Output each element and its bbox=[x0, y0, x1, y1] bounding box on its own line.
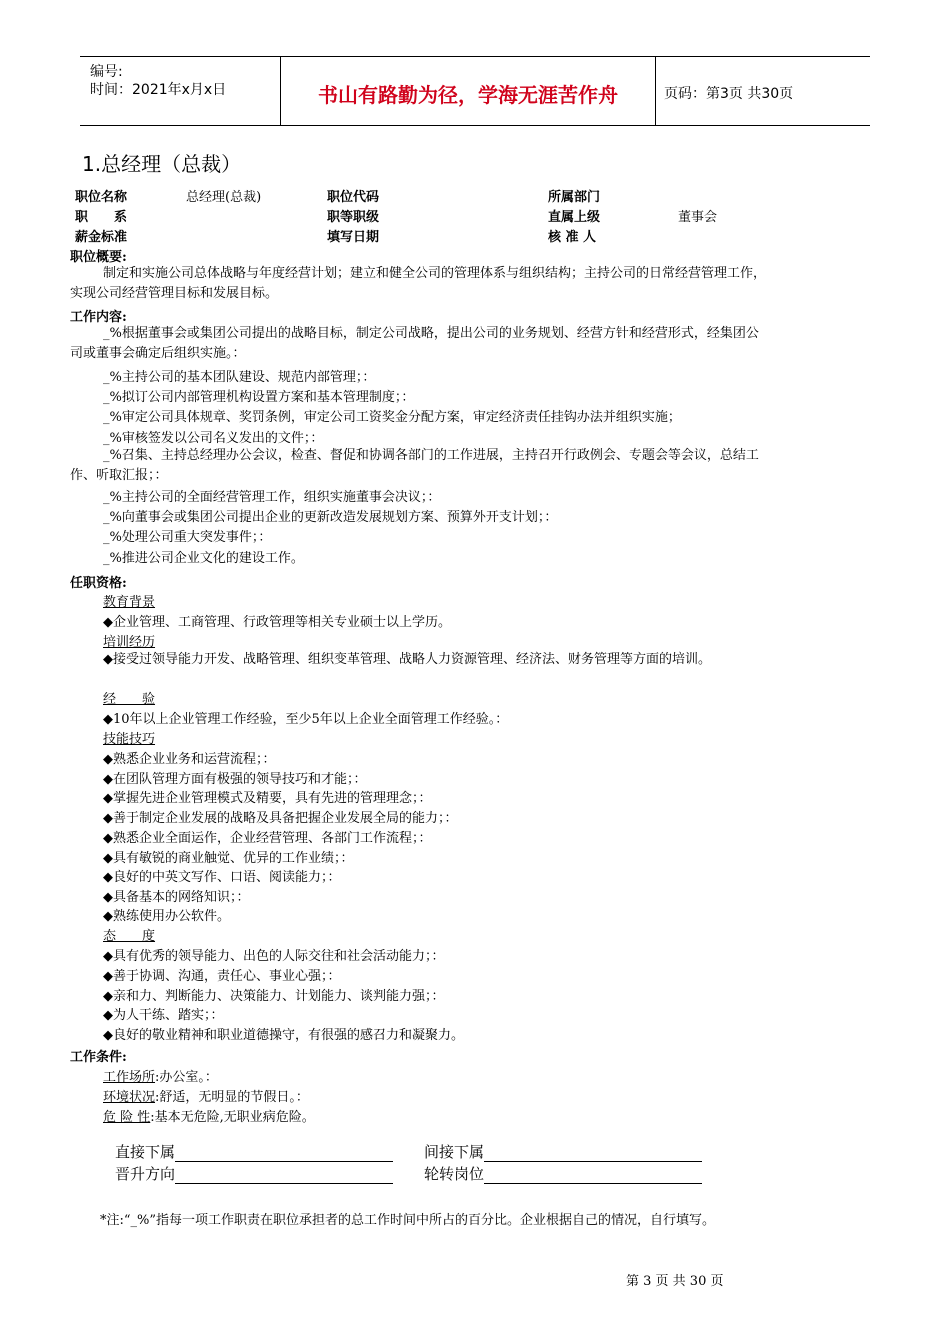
field-label: 晋升方向 bbox=[115, 1165, 176, 1183]
work-item: _%推进公司企业文化的建设工作。 bbox=[103, 551, 304, 566]
condition-place bbox=[103, 1066, 218, 1085]
info-label: 填写日期 bbox=[327, 230, 380, 245]
blank-line bbox=[175, 1169, 393, 1184]
work-item: _%审核签发以公司名义发出的文件；： bbox=[103, 431, 324, 446]
blank-line bbox=[484, 1147, 702, 1162]
skill-item: ◆良好的中英文写作、口语、阅读能力；： bbox=[103, 870, 341, 885]
header-right-cell bbox=[656, 57, 870, 125]
skill-item: ◆熟练使用办公软件。 bbox=[103, 909, 230, 924]
subheading-attitude: 态 度 bbox=[103, 929, 156, 944]
subheading-experience: 经 验 bbox=[103, 692, 156, 707]
attitude-item: ◆良好的敬业精神和职业道德操守，有很强的感召力和凝聚力。 bbox=[103, 1028, 464, 1043]
condition-value: :舒适，无明显的节假日。： bbox=[155, 1090, 309, 1105]
skill-item: ◆熟悉企业全面运作，企业经营管理、各部门工作流程；： bbox=[103, 831, 432, 846]
field-label: 轮转岗位 bbox=[424, 1165, 485, 1183]
condition-label: 工作场所 bbox=[103, 1070, 156, 1085]
work-item: _%根据董事会或集团公司提出的战略目标，制定公司战略，提出公司的业务规划、经营方针和经营形式，经集团公司或董事会确定后组织实施。： bbox=[70, 326, 759, 361]
section-heading: 职位概要: bbox=[70, 250, 127, 265]
header-left-cell bbox=[80, 57, 281, 125]
condition-risk bbox=[103, 1106, 315, 1125]
info-value: 董事会 bbox=[678, 210, 718, 225]
document-number: 编号: bbox=[90, 64, 123, 80]
education-item: ◆企业管理、工商管理、行政管理等相关专业硕士以上学历。 bbox=[103, 615, 451, 630]
experience-item: ◆10年以上企业管理工作经验，至少5年以上企业全面管理工作经验。： bbox=[103, 712, 509, 727]
blank-line bbox=[175, 1147, 393, 1162]
skill-item: ◆掌握先进企业管理模式及精要，具有先进的管理理念；： bbox=[103, 791, 432, 806]
header-motto: 书山有路勤为径，学海无涯苦作舟 bbox=[318, 83, 618, 107]
page-footer: 第 3 页 共 30 页 bbox=[626, 1274, 724, 1289]
attitude-item: ◆善于协调、沟通，责任心、事业心强；： bbox=[103, 969, 341, 984]
promotion-field bbox=[115, 1163, 393, 1184]
work-item: _%向董事会或集团公司提出企业的更新改造发展规划方案、预算外开支计划；： bbox=[103, 510, 558, 525]
header-center-cell bbox=[281, 57, 656, 125]
subheading-training: 培训经历 bbox=[103, 635, 156, 650]
condition-environment bbox=[103, 1086, 309, 1105]
work-item: _%主持公司的基本团队建设、规范内部管理；： bbox=[103, 370, 376, 385]
direct-subordinate-field bbox=[115, 1141, 393, 1162]
training-item: ◆接受过领导能力开发、战略管理、组织变革管理、战略人力资源管理、经济法、财务管理等方面的培训。 bbox=[103, 652, 711, 667]
footnote: *注:“_%”指每一项工作职责在职位承担者的总工作时间中所占的百分比。企业根据自己的情况，自行填写。 bbox=[100, 1213, 716, 1228]
info-value: 总经理(总裁) bbox=[186, 190, 262, 205]
condition-value: :基本无危险,无职业病危险。 bbox=[150, 1110, 315, 1125]
subheading-skills: 技能技巧 bbox=[103, 732, 156, 747]
condition-value: :办公室。： bbox=[155, 1070, 218, 1085]
attitude-item: ◆为人干练、踏实；： bbox=[103, 1008, 224, 1023]
header-page-info: 页码：第3页 共30页 bbox=[664, 86, 794, 102]
indirect-subordinate-field bbox=[424, 1141, 702, 1162]
work-item: _%拟订公司内部管理机构设置方案和基本管理制度；： bbox=[103, 390, 415, 405]
work-item: _%处理公司重大突发事件；： bbox=[103, 530, 272, 545]
page-title: 1.总经理（总裁） bbox=[82, 152, 242, 176]
info-label: 职位名称 bbox=[75, 190, 128, 205]
condition-label: 危 险 性 bbox=[103, 1110, 151, 1125]
section-heading: 工作条件: bbox=[70, 1050, 127, 1065]
info-label: 直属上级 bbox=[548, 210, 601, 225]
info-label: 职等职级 bbox=[327, 210, 380, 225]
subheading-education: 教育背景 bbox=[103, 595, 156, 610]
field-label: 直接下属 bbox=[115, 1143, 176, 1161]
section-heading: 工作内容: bbox=[70, 310, 127, 325]
work-item: _%审定公司具体规章、奖罚条例，审定公司工资奖金分配方案，审定经济责任挂钩办法并组织实施； bbox=[103, 410, 681, 425]
blank-line bbox=[484, 1169, 702, 1184]
info-label: 薪金标准 bbox=[75, 230, 128, 245]
info-label: 职位代码 bbox=[327, 190, 380, 205]
skill-item: ◆具有敏锐的商业触觉、优异的工作业绩；： bbox=[103, 851, 354, 866]
info-label: 职 系 bbox=[75, 210, 128, 225]
work-item: _%主持公司的全面经营管理工作，组织实施董事会决议；： bbox=[103, 490, 441, 505]
skill-item: ◆熟悉企业业务和运营流程；： bbox=[103, 752, 276, 767]
section-heading: 任职资格: bbox=[70, 576, 127, 591]
document-time: 时间：2021年x月x日 bbox=[90, 82, 227, 98]
attitude-item: ◆亲和力、判断能力、决策能力、计划能力、谈判能力强；： bbox=[103, 989, 445, 1004]
info-label: 所属部门 bbox=[548, 190, 601, 205]
condition-label: 环境状况 bbox=[103, 1090, 156, 1105]
rotation-field bbox=[424, 1163, 702, 1184]
skill-item: ◆具备基本的网络知识；： bbox=[103, 890, 250, 905]
work-item: _%召集、主持总经理办公会议，检查、督促和协调各部门的工作进展，主持召开行政例会、专题会等会议，总结工作、听取汇报；： bbox=[70, 448, 759, 483]
skill-item: ◆在团队管理方面有极强的领导技巧和才能；： bbox=[103, 772, 367, 787]
overview-text: 制定和实施公司总体战略与年度经营计划；建立和健全公司的管理体系与组织结构；主持公司的日常经营管理工作，实现公司经营管理目标和发展目标。 bbox=[70, 266, 767, 301]
info-label: 核 准 人 bbox=[548, 230, 597, 245]
attitude-item: ◆具有优秀的领导能力、出色的人际交往和社会活动能力；： bbox=[103, 949, 445, 964]
document-header bbox=[80, 56, 870, 126]
skill-item: ◆善于制定企业发展的战略及具备把握企业发展全局的能力；： bbox=[103, 811, 458, 826]
field-label: 间接下属 bbox=[424, 1143, 485, 1161]
